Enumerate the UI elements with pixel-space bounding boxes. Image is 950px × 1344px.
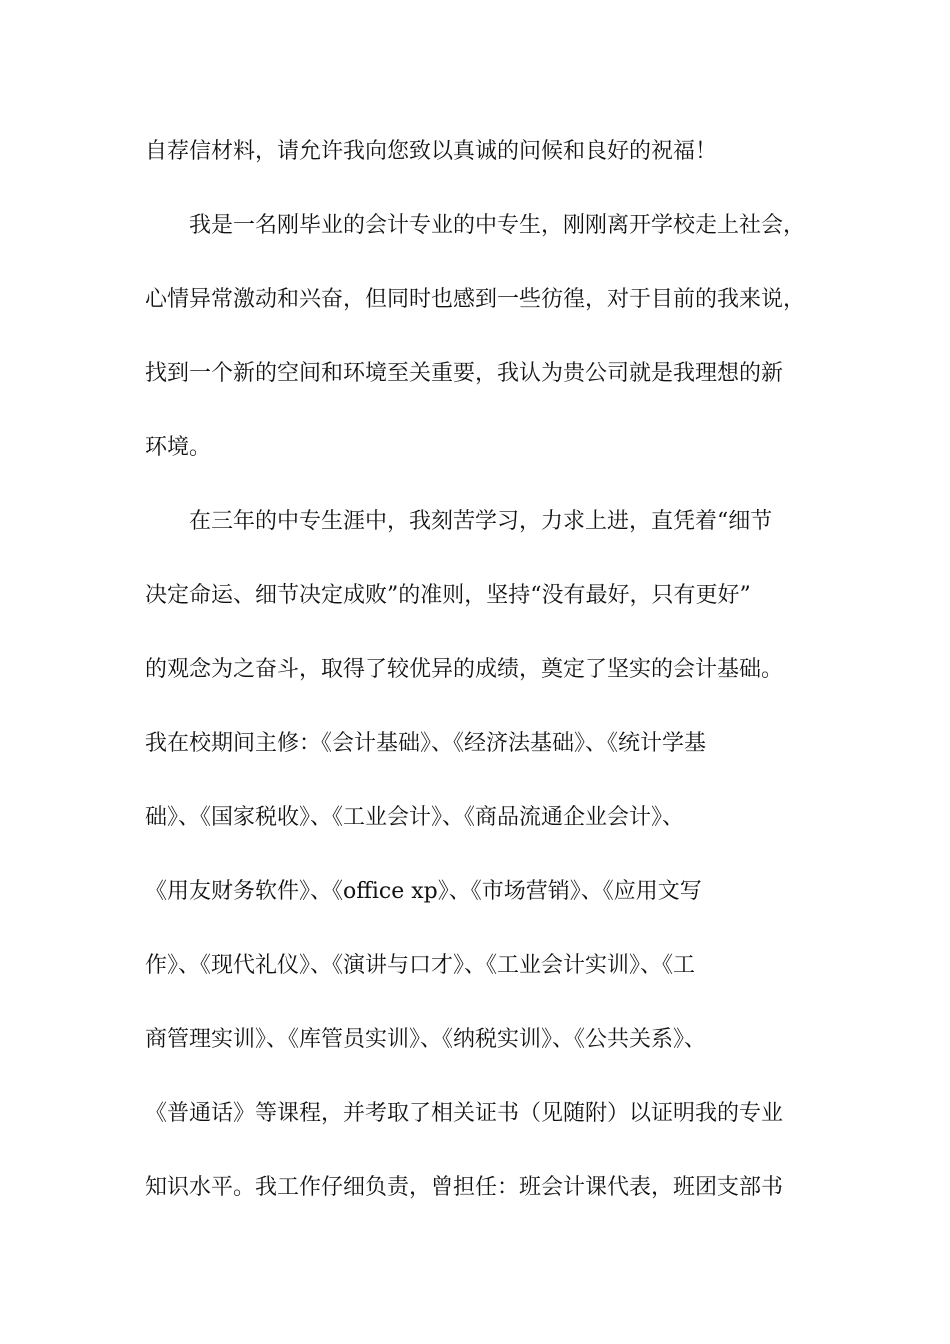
text-line-11: 《用友财务软件》、《office xp》、《市场营销》、《应用文写	[145, 879, 702, 904]
text-line-4: 找到一个新的空间和环境至关重要，我认为贵公司就是我理想的新	[145, 361, 784, 386]
text-line-5: 环境。	[145, 435, 212, 460]
text-line-7: 决定命运、细节决定成败”的准则，坚持“没有最好，只有更好”	[145, 583, 751, 608]
text-line-3: 心情异常激动和兴奋，但同时也感到一些彷徨，对于目前的我来说，	[145, 287, 806, 312]
text-line-10: 础》、《国家税收》、《工业会计》、《商品流通企业会计》、	[145, 805, 685, 830]
text-line-13: 商管理实训》、《库管员实训》、《纳税实训》、《公共关系》、	[145, 1027, 707, 1052]
text-line-14: 《普通话》等课程，并考取了相关证书（见随附）以证明我的专业	[145, 1101, 784, 1126]
text-line-12: 作》、《现代礼仪》、《演讲与口才》、《工业会计实训》、《工	[145, 953, 696, 978]
text-line-9: 我在校期间主修：《会计基础》、《经济法基础》、《统计学基	[145, 731, 707, 756]
text-line-1: 自荐信材料，请允许我向您致以真诚的问候和良好的祝福！	[145, 139, 718, 164]
letter-body	[145, 130, 835, 1240]
text-line-15: 知识水平。我工作仔细负责，曾担任：班会计课代表，班团支部书	[145, 1175, 784, 1200]
text-line-2: 我是一名刚毕业的会计专业的中专生，刚刚离开学校走上社会，	[189, 213, 806, 238]
text-line-8: 的观念为之奋斗，取得了较优异的成绩，奠定了坚实的会计基础。	[145, 657, 784, 682]
text-line-6: 在三年的中专生涯中，我刻苦学习，力求上进，直凭着“细节	[189, 509, 773, 534]
